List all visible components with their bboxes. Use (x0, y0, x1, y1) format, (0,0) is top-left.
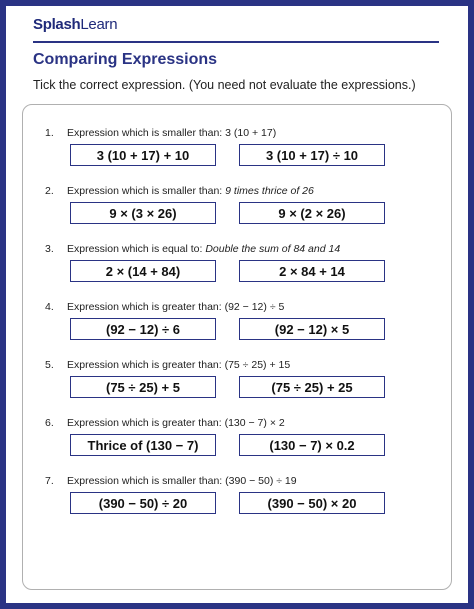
option-b-button[interactable]: (390 − 50) × 20 (239, 492, 385, 514)
question-6 (23, 417, 453, 473)
option-a-button[interactable]: 3 (10 + 17) + 10 (70, 144, 216, 166)
question-number: 7. (45, 475, 54, 487)
option-b-button[interactable]: 3 (10 + 17) ÷ 10 (239, 144, 385, 166)
question-target: 9 times thrice of 26 (225, 185, 314, 197)
option-a-button[interactable]: 9 × (3 × 26) (70, 202, 216, 224)
question-prompt (67, 127, 276, 139)
worksheet-instruction: Tick the correct expression. (You need not evaluate the expressions.) (33, 78, 416, 92)
logo-light: Learn (80, 16, 118, 33)
question-number: 5. (45, 359, 54, 371)
question-prompt-text: Expression which is smaller than: (67, 185, 226, 197)
option-a-button[interactable]: (92 − 12) ÷ 6 (70, 318, 216, 340)
question-prompt-text: Expression which is greater than: (67, 417, 225, 429)
question-target: (92 − 12) ÷ 5 (224, 301, 285, 313)
question-prompt-text: Expression which is greater than: (67, 359, 225, 371)
question-target: (75 ÷ 25) + 15 (224, 359, 291, 371)
question-number: 6. (45, 417, 54, 429)
header-divider (33, 41, 439, 43)
questions-panel (22, 104, 452, 590)
option-a-button[interactable]: (75 ÷ 25) + 5 (70, 376, 216, 398)
question-target: (130 − 7) × 2 (224, 417, 285, 429)
question-prompt-text: Expression which is greater than: (67, 301, 225, 313)
question-number: 4. (45, 301, 54, 313)
option-a-button[interactable]: (390 − 50) ÷ 20 (70, 492, 216, 514)
question-prompt (67, 475, 297, 487)
question-number: 1. (45, 127, 54, 139)
question-1 (23, 127, 453, 183)
question-prompt-text: Expression which is smaller than: (67, 475, 226, 487)
splashlearn-logo (33, 16, 117, 33)
option-b-button[interactable]: (92 − 12) × 5 (239, 318, 385, 340)
question-prompt (67, 301, 284, 313)
question-4 (23, 301, 453, 357)
question-7 (23, 475, 453, 531)
question-target: Double the sum of 84 and 14 (205, 243, 341, 255)
question-number: 3. (45, 243, 54, 255)
question-prompt (67, 243, 340, 255)
option-a-button[interactable]: Thrice of (130 − 7) (70, 434, 216, 456)
question-prompt-text: Expression which is smaller than: (67, 127, 226, 139)
question-3 (23, 243, 453, 299)
option-b-button[interactable]: 2 × 84 + 14 (239, 260, 385, 282)
question-target: (390 − 50) ÷ 19 (225, 475, 297, 487)
question-prompt (67, 359, 290, 371)
question-prompt-text: Expression which is equal to: (67, 243, 206, 255)
question-target: 3 (10 + 17) (225, 127, 277, 139)
option-b-button[interactable]: 9 × (2 × 26) (239, 202, 385, 224)
logo-bold: Splash (33, 16, 81, 33)
question-2 (23, 185, 453, 241)
question-5 (23, 359, 453, 415)
option-b-button[interactable]: (75 ÷ 25) + 25 (239, 376, 385, 398)
question-prompt (67, 185, 314, 197)
question-number: 2. (45, 185, 54, 197)
worksheet-title: Comparing Expressions (33, 51, 218, 68)
option-b-button[interactable]: (130 − 7) × 0.2 (239, 434, 385, 456)
option-a-button[interactable]: 2 × (14 + 84) (70, 260, 216, 282)
question-prompt (67, 417, 285, 429)
